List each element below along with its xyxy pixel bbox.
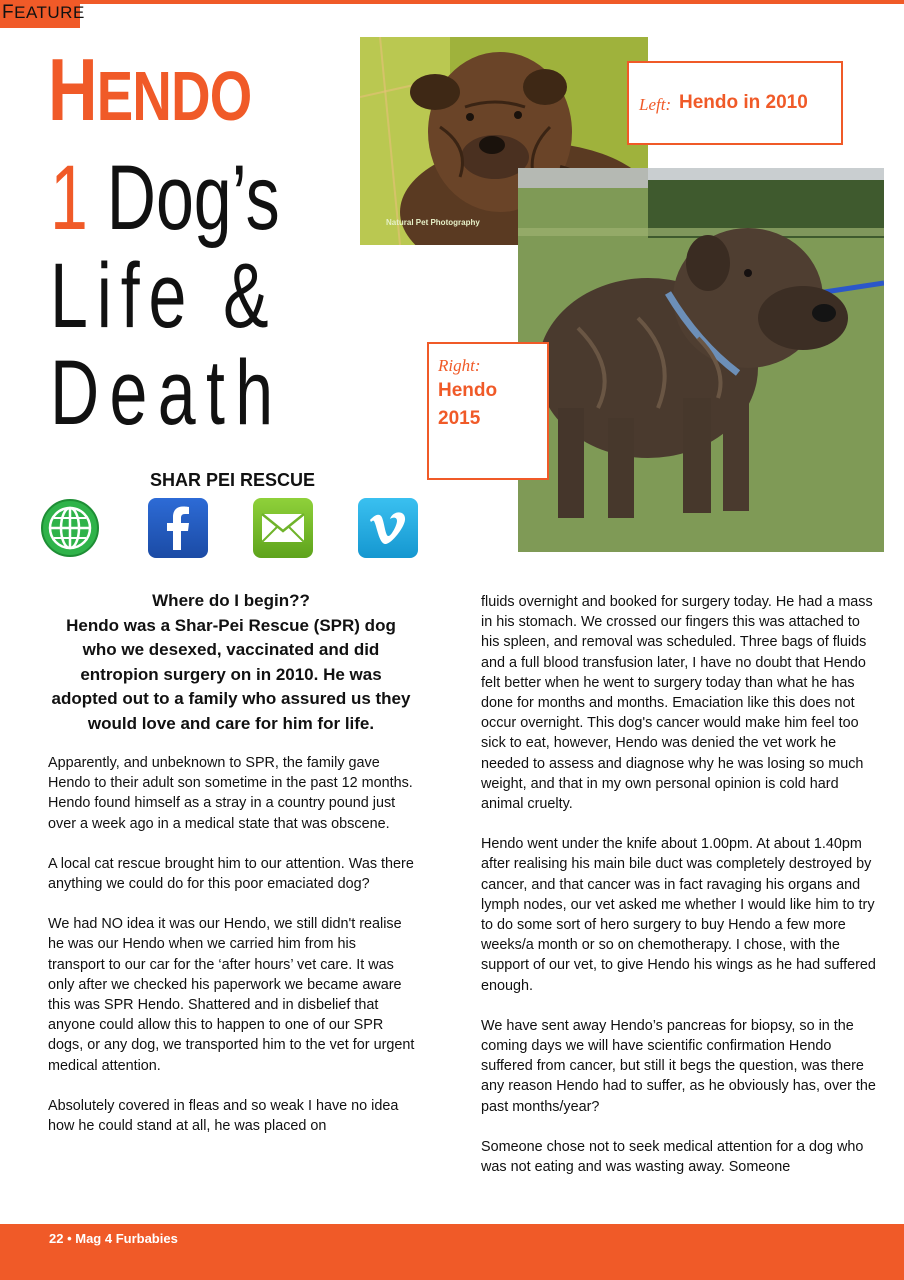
left-column — [48, 753, 416, 1156]
caption-right-prefix: Right: — [438, 356, 481, 375]
intro-body: Hendo was a Shar-Pei Rescue (SPR) dog who we desexed, vaccinated and did entropion surgery on in 2010. He was adopted out to a family who assured us they would love and care for him for life. — [51, 615, 411, 733]
paragraph: Hendo went under the knife about 1.00pm. At about 1.40pm after realising his main bile duct was completely destroyed by cancer, and that cancer was in fact ravaging his organs and lymph nodes, our vet asked me whether I would like him to try to do some sort of hero surgery to buy Hendo a few more weeks/a month or so on chemotherapy. I chose, with the support of our vet, to give Hendo his wings as he had suffered enough. — [481, 836, 876, 994]
title-line-1: 1 Dog’s — [50, 147, 280, 249]
feature-tab: FEATURE — [0, 0, 80, 28]
paragraph: Absolutely covered in fleas and so weak I have no idea how he could stand at all, he was placed on — [48, 1097, 399, 1135]
intro-heading: Where do I begin?? — [152, 591, 310, 610]
title-hendo: HENDO — [48, 40, 252, 139]
intro-block — [48, 589, 414, 736]
caption-left-text: Hendo in 2010 — [679, 92, 808, 113]
caption-right-line2: 2015 — [438, 408, 481, 429]
footer-bar — [0, 1224, 904, 1280]
right-column — [481, 592, 881, 1197]
title-line-3: Death — [50, 342, 284, 444]
caption-left — [627, 61, 843, 145]
paragraph: A local cat rescue brought him to our attention. Was there anything we could do for this poor emaciated dog? — [48, 855, 414, 893]
title-line-2: Life & — [50, 245, 278, 347]
footer-page-label: 22 • Mag 4 Furbabies — [49, 1231, 178, 1246]
hendo-2015-photo — [518, 168, 884, 552]
paragraph: We had NO idea it was our Hendo, we still didn't realise he was our Hendo when we carried him from his transport to our car for the ‘after hours’ vet care. It was only after we checked his paperwork we became aware this was SPR Hendo. Shattered and in disbelief that anyone could allow this to happen to one of our SPR dogs, or any dog, we transported him to the vet for urgent medical attention. — [48, 916, 415, 1074]
paragraph: fluids overnight and booked for surgery today. He had a mass in his stomach. We crossed our fingers this was attached to his spleen, and removal was scheduled. Three bags of fluids and a full blood transfusion later, I have no doubt that Hendo felt better when he went to surgery today than what he has done for months and months. Emaciation like this does not occur overnight. This dog's cancer would make him feel too sick to eat, however, Hendo was denied the vet work he needed to assess and diagnose why he was losing so much weight, and that in my own personal opinion is cold hard animal cruelty. — [481, 594, 873, 813]
top-rule — [0, 0, 904, 4]
photo-credit-watermark: Natural Pet Photography — [386, 218, 480, 227]
caption-right — [427, 342, 549, 480]
caption-left-prefix: Left: — [639, 95, 672, 114]
paragraph: Someone chose not to seek medical attention for a dog who was not eating and was wasting away. Someone — [481, 1138, 864, 1176]
caption-right-line1: Hendo — [438, 380, 498, 401]
vimeo-icon[interactable] — [358, 498, 418, 558]
facebook-icon[interactable] — [148, 498, 208, 558]
shar-pei-rescue-label: SHAR PEI RESCUE — [150, 470, 316, 490]
paragraph: We have sent away Hendo’s pancreas for biopsy, so in the coming days we will have scientific confirmation Hendo suffered from cancer, but still it begs the question, was there any reason Hendo had to suffer, as he obviously has, over the past months/year? — [481, 1017, 876, 1115]
globe-icon[interactable] — [40, 498, 100, 558]
paragraph: Apparently, and unbeknown to SPR, the family gave Hendo to their adult son sometime in the past 12 months. Hendo found himself as a stray in a country pound just over a week ago in a medical state that was obscene. — [48, 755, 413, 832]
email-icon[interactable] — [253, 498, 313, 558]
